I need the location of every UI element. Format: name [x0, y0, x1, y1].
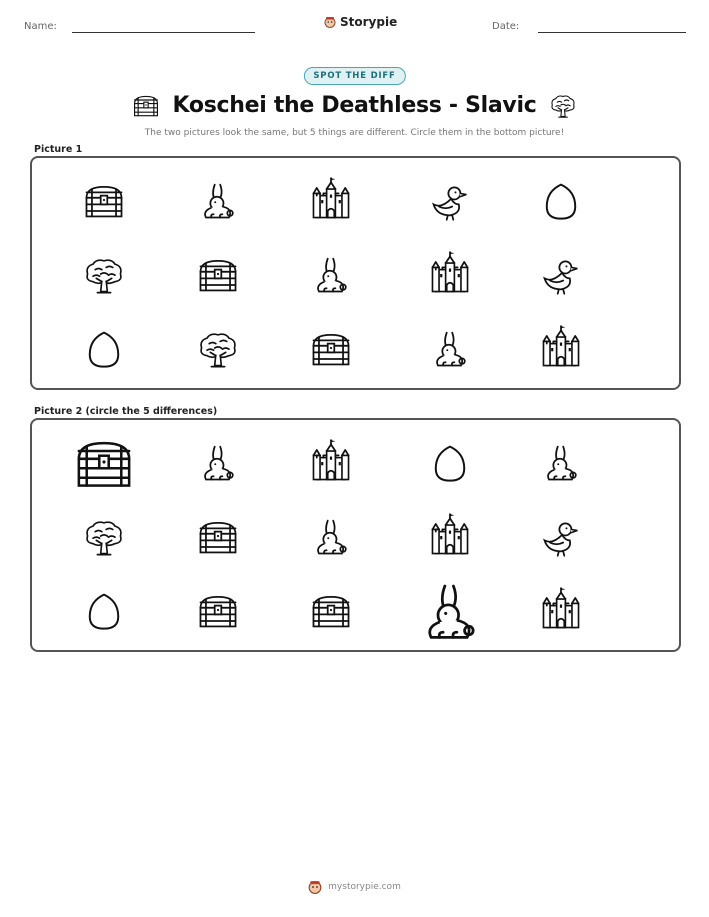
duck-icon: [538, 513, 584, 559]
name-line[interactable]: [72, 32, 255, 33]
page-title: Koschei the Deathless - Slavic: [172, 92, 537, 118]
picture-1-panel: [30, 156, 681, 390]
picture-cell: [427, 325, 473, 371]
picture-cell: [81, 325, 127, 371]
treasure-chest-icon: [81, 177, 127, 223]
duck-icon: [538, 251, 584, 297]
picture-cell: [81, 177, 127, 223]
treasure-chest-icon: [195, 251, 241, 297]
picture-cell: [195, 325, 241, 371]
picture-cell[interactable]: [308, 513, 354, 559]
tree-icon: [548, 90, 578, 120]
picture-cell[interactable]: [308, 439, 354, 485]
castle-icon: [427, 513, 473, 559]
storypie-mascot-icon: [308, 880, 322, 894]
picture-cell[interactable]: [538, 587, 584, 633]
picture-2-panel[interactable]: [30, 418, 681, 652]
picture-cell[interactable]: [81, 513, 127, 559]
storypie-logo: [324, 15, 397, 29]
tree-icon: [81, 513, 127, 559]
picture-cell: [308, 177, 354, 223]
name-label: Name:: [24, 21, 57, 32]
treasure-chest-icon: [195, 587, 241, 633]
egg-icon: [81, 325, 127, 371]
rabbit-icon: [195, 439, 241, 485]
picture-cell: [538, 251, 584, 297]
castle-icon: [308, 177, 354, 223]
egg-icon: [427, 439, 473, 485]
brand-name: Storypie: [340, 15, 398, 29]
picture-cell: [427, 177, 473, 223]
treasure-chest-icon: [308, 325, 354, 371]
picture-cell: [195, 177, 241, 223]
picture-cell[interactable]: [195, 587, 241, 633]
picture-cell[interactable]: [414, 574, 486, 646]
picture-cell[interactable]: [71, 429, 137, 495]
picture-cell: [538, 177, 584, 223]
egg-icon: [538, 177, 584, 223]
castle-icon: [427, 251, 473, 297]
rabbit-icon: [195, 177, 241, 223]
footer-site: mystorypie.com: [328, 882, 401, 892]
rabbit-icon: [538, 439, 584, 485]
picture-cell: [427, 251, 473, 297]
picture-cell: [195, 251, 241, 297]
picture-cell[interactable]: [195, 439, 241, 485]
tree-icon: [81, 251, 127, 297]
treasure-chest-icon: [195, 513, 241, 559]
duck-icon: [427, 177, 473, 223]
egg-icon: [81, 587, 127, 633]
picture-cell[interactable]: [195, 513, 241, 559]
spot-the-diff-badge: SPOT THE DIFF: [303, 67, 405, 85]
tree-icon: [195, 325, 241, 371]
treasure-chest-icon: [308, 587, 354, 633]
title-row: [0, 90, 709, 120]
footer: [0, 880, 709, 894]
picture-cell[interactable]: [427, 439, 473, 485]
castle-icon: [538, 325, 584, 371]
date-line[interactable]: [538, 32, 686, 33]
instructions: The two pictures look the same, but 5 things are different. Circle them in the bottom picture!: [144, 128, 565, 138]
picture-cell[interactable]: [308, 587, 354, 633]
rabbit-icon: [414, 574, 486, 646]
picture-cell: [308, 251, 354, 297]
date-label: Date:: [492, 21, 520, 32]
rabbit-icon: [308, 513, 354, 559]
rabbit-icon: [308, 251, 354, 297]
picture-1-label: Picture 1: [34, 144, 83, 155]
picture-cell: [81, 251, 127, 297]
treasure-chest-icon: [131, 90, 161, 120]
picture-cell: [538, 325, 584, 371]
picture-cell: [308, 325, 354, 371]
picture-cell[interactable]: [538, 439, 584, 485]
picture-cell[interactable]: [538, 513, 584, 559]
picture-cell[interactable]: [81, 587, 127, 633]
picture-cell[interactable]: [427, 513, 473, 559]
castle-icon: [538, 587, 584, 633]
rabbit-icon: [427, 325, 473, 371]
treasure-chest-icon: [71, 429, 137, 495]
castle-icon: [308, 439, 354, 485]
storypie-mascot-icon: [324, 16, 336, 28]
picture-2-label: Picture 2 (circle the 5 differences): [34, 406, 218, 417]
